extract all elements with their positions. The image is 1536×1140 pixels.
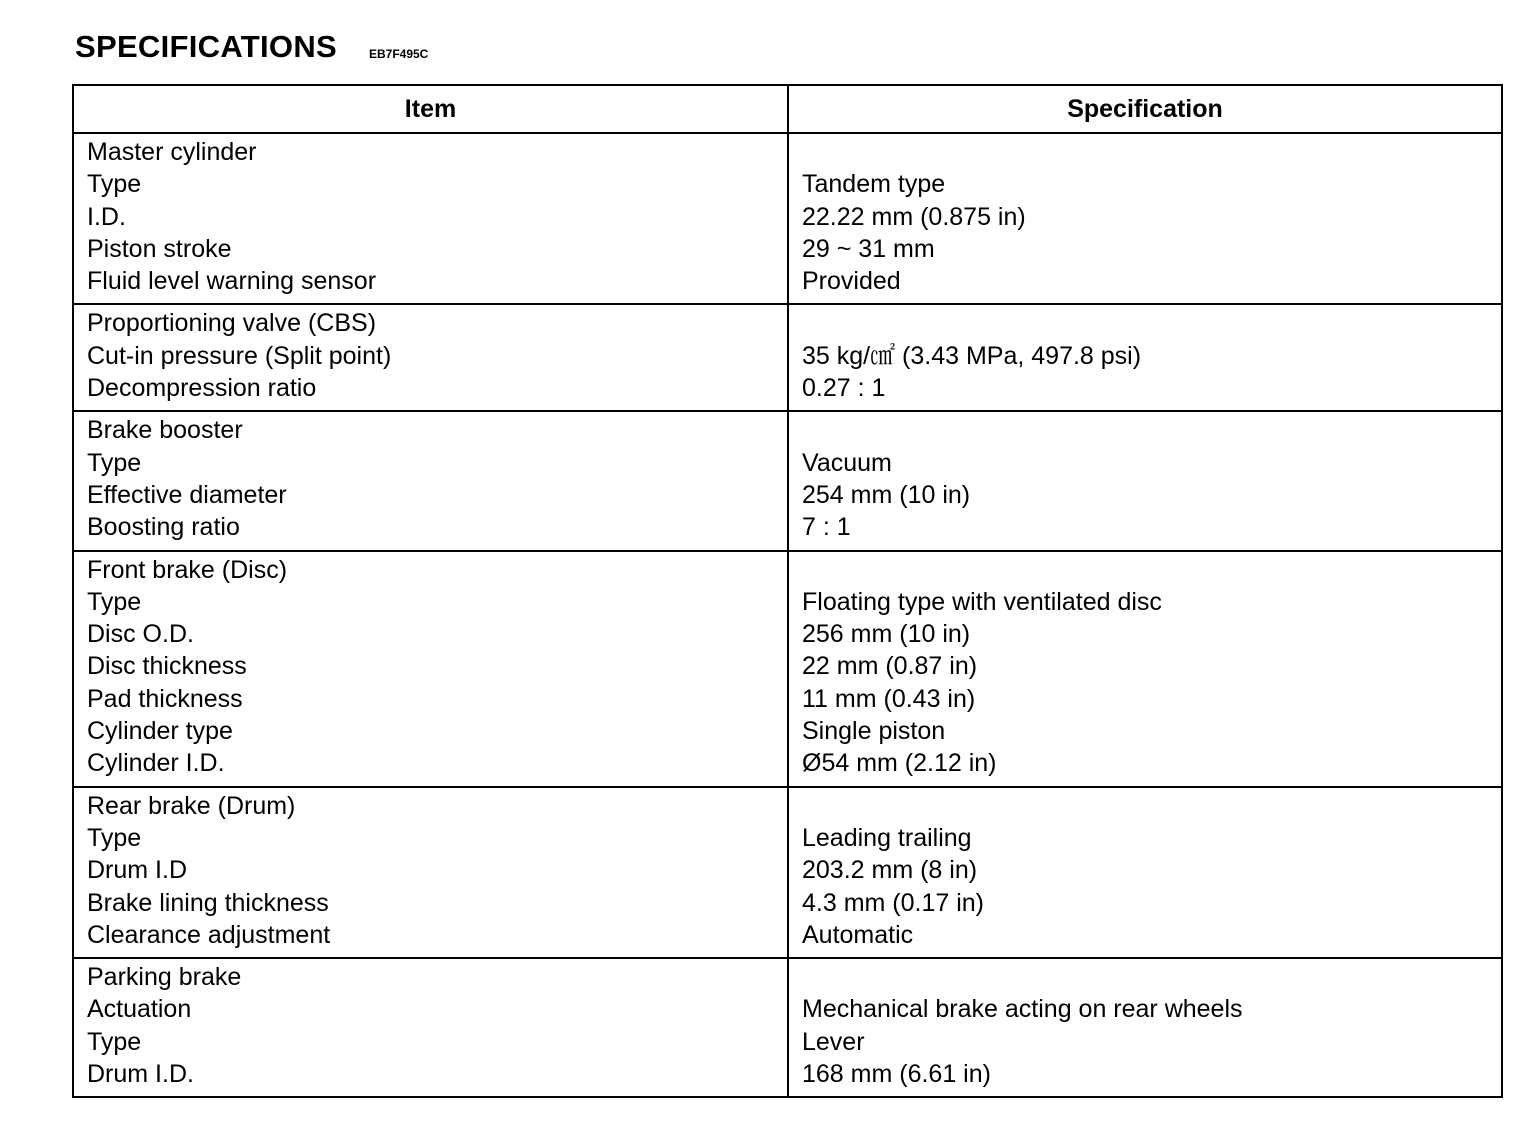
group-label: Parking brake — [87, 963, 242, 992]
item-label: Type — [87, 1027, 142, 1056]
specifications-table — [72, 84, 1503, 1098]
item-label: Effective diameter — [87, 480, 287, 509]
table-row — [73, 411, 1502, 550]
item-label: Clearance adjustment — [87, 920, 331, 949]
page-title: SPECIFICATIONS — [75, 29, 337, 64]
spec-value: 256 mm (10 in) — [802, 620, 971, 649]
spec-value: 254 mm (10 in) — [802, 480, 971, 509]
item-label: Cylinder type — [87, 717, 233, 746]
spec-value: Ø54 mm (2.12 in) — [802, 749, 997, 778]
spec-value: 29 ~ 31 mm — [802, 234, 935, 263]
spec-value: 22.22 mm (0.875 in) — [802, 202, 1026, 231]
item-cell — [73, 551, 788, 787]
spec-cell — [788, 411, 1502, 550]
item-label: Cut-in pressure (Split point) — [87, 341, 392, 370]
item-label: Drum I.D — [87, 856, 187, 885]
item-label: Disc O.D. — [87, 620, 194, 649]
item-label: Boosting ratio — [87, 513, 240, 542]
spec-cell — [788, 304, 1502, 411]
table-row — [73, 551, 1502, 787]
group-label: Proportioning valve (CBS) — [87, 309, 377, 338]
group-label: Master cylinder — [87, 138, 257, 166]
item-label: Actuation — [87, 995, 192, 1024]
spec-value: Tandem type — [802, 170, 946, 199]
table-row — [73, 787, 1502, 958]
spec-value: 11 mm (0.43 in) — [802, 684, 976, 713]
spec-value: 168 mm (6.61 in) — [802, 1060, 991, 1089]
spec-value: Vacuum — [802, 448, 892, 477]
item-label: Piston stroke — [87, 234, 232, 263]
item-label: Type — [87, 448, 142, 477]
group-label: Rear brake (Drum) — [87, 791, 296, 820]
page-header — [75, 18, 428, 62]
spec-value: 0.27 : 1 — [802, 374, 886, 403]
item-label: Brake lining thickness — [87, 888, 329, 917]
item-label: Type — [87, 170, 142, 199]
item-cell — [73, 304, 788, 411]
item-label: Pad thickness — [87, 684, 243, 713]
table-row — [73, 133, 1502, 304]
spec-cell — [788, 958, 1502, 1097]
spec-value: Lever — [802, 1027, 865, 1056]
group-label: Front brake (Disc) — [87, 555, 288, 584]
spec-value: 22 mm (0.87 in) — [802, 652, 978, 681]
spec-value: 7 : 1 — [802, 513, 851, 542]
item-label: Type — [87, 823, 142, 852]
spec-value: Floating type with ventilated disc — [802, 587, 1162, 616]
item-label: Disc thickness — [87, 652, 247, 681]
spec-value: 35 kg/㎠ (3.43 MPa, 497.8 psi) — [802, 341, 1142, 370]
item-label: Type — [87, 587, 142, 616]
spec-value: 203.2 mm (8 in) — [802, 856, 978, 885]
spec-value: Mechanical brake acting on rear wheels — [802, 995, 1243, 1024]
table-header-row — [73, 85, 1502, 133]
item-cell — [73, 958, 788, 1097]
spec-value: Automatic — [802, 920, 914, 949]
item-cell — [73, 787, 788, 958]
column-header-item: Item — [73, 85, 788, 133]
item-cell — [73, 133, 788, 304]
spec-value: Single piston — [802, 717, 946, 746]
spec-cell — [788, 551, 1502, 787]
item-label: Cylinder I.D. — [87, 749, 225, 778]
spec-value: 4.3 mm (0.17 in) — [802, 888, 985, 917]
group-label: Brake booster — [87, 416, 243, 445]
item-label: Decompression ratio — [87, 374, 317, 403]
spec-value: Provided — [802, 267, 901, 296]
item-label: I.D. — [87, 202, 126, 231]
spec-value: Leading trailing — [802, 823, 972, 852]
table-row — [73, 958, 1502, 1097]
item-cell — [73, 411, 788, 550]
spec-cell — [788, 787, 1502, 958]
item-label: Drum I.D. — [87, 1060, 194, 1089]
table-row — [73, 304, 1502, 411]
column-header-specification: Specification — [788, 85, 1502, 133]
document-code: EB7F495C — [368, 47, 429, 61]
item-label: Fluid level warning sensor — [87, 267, 377, 296]
spec-cell — [788, 133, 1502, 304]
